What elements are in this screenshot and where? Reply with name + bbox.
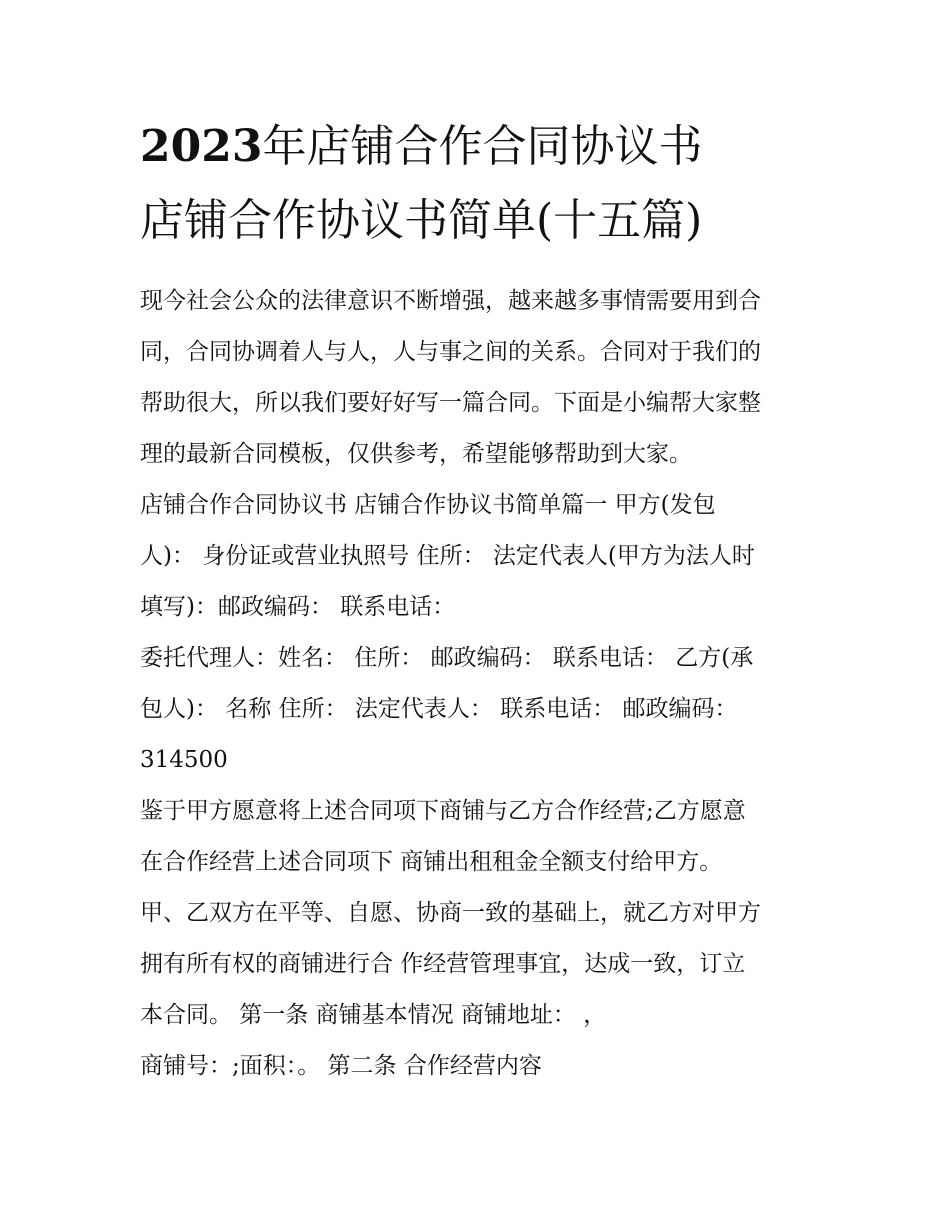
body-line: 本合同。 第一条 商铺基本情况 商铺地址： ， [140,1002,607,1028]
body-line: 甲、乙双方在平等、自愿、协商一致的基础上，就乙方对甲方 [140,900,761,926]
title-line2: 店铺合作协议书简单(十五篇) [140,195,703,246]
body-line: 鉴于甲方愿意将上述合同项下商铺与乙方合作经营;乙方愿意 [140,798,746,824]
body-line: 同，合同协调着人与人，人与事之间的关系。合同对于我们的 [140,339,761,365]
body-line: 在合作经营上述合同项下 商铺出租租金全额支付给甲方。 [140,849,723,875]
body-line: 理的最新合同模板，仅供参考，希望能够帮助到大家。 [140,441,692,467]
body-line: 商铺号：;面积：。 第二条 合作经营内容 [140,1053,542,1079]
body-line: 帮助很大，所以我们要好好写一篇合同。下面是小编帮大家整 [140,390,761,416]
title-line1: 年店铺合作合同协议书 [262,121,703,172]
body-line: 现今社会公众的法律意识不断增强，越来越多事情需要用到合 [140,288,761,314]
body-line: 包人)： 名称 住所： 法定代表人： 联系电话： 邮政编码： [140,696,738,722]
body-line: 委托代理人：姓名： 住所： 邮政编码： 联系电话： 乙方(承 [140,645,754,671]
body-line: 314500 [140,747,228,773]
document-title [140,110,840,258]
body-line: 店铺合作合同协议书 店铺合作协议书简单篇一 甲方(发包 [140,492,716,518]
body-line: 填写)：邮政编码： 联系电话： [140,594,456,620]
document-body [140,276,820,1092]
title-year: 2023 [140,121,263,172]
body-line: 拥有所有权的商铺进行合 作经营管理事宜，达成一致，订立 [140,951,746,977]
body-line: 人)： 身份证或营业执照号 住所： 法定代表人(甲方为法人时 [140,543,755,569]
